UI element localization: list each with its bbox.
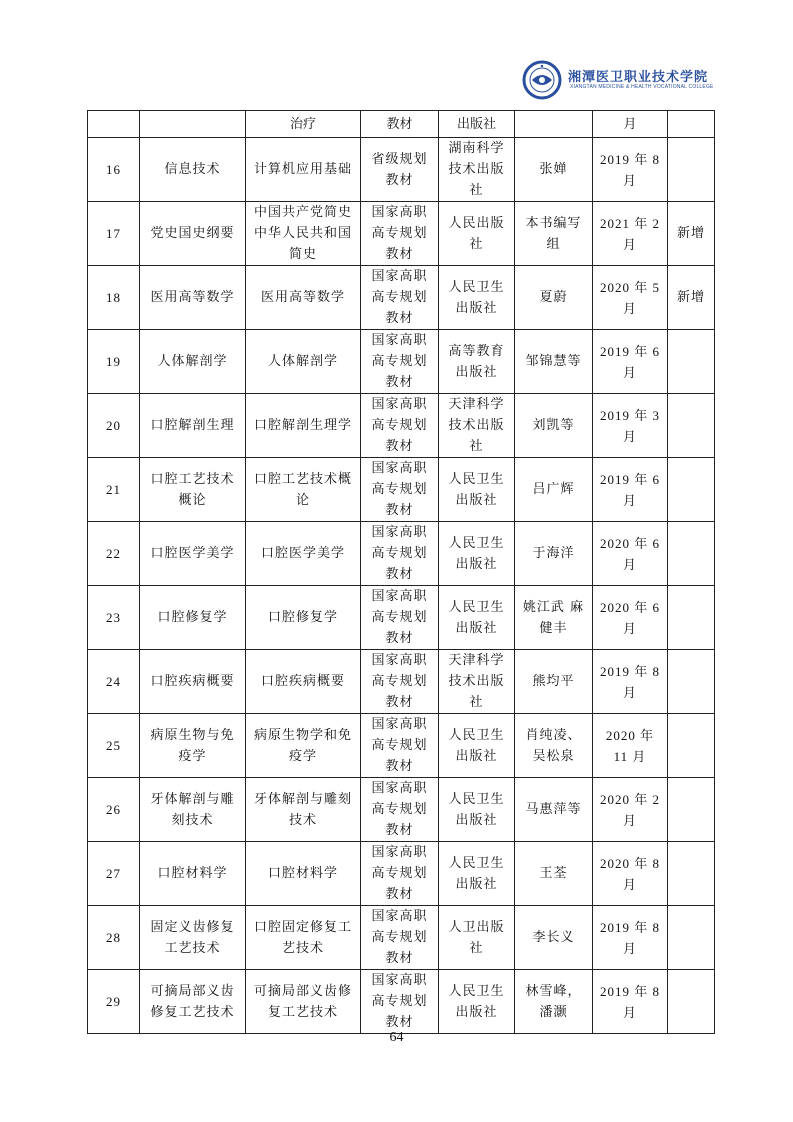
- table-cell-publisher: [439, 138, 515, 202]
- publish-date: 2019 年 8 月: [599, 151, 660, 188]
- course-name: 口腔疾病概要: [150, 674, 235, 689]
- table-cell-row-number: [88, 842, 140, 906]
- table-cell-editor: [515, 458, 593, 522]
- editor: 本书编写组: [525, 215, 582, 252]
- table-row: [88, 650, 715, 714]
- table-cell-textbook-type: [361, 842, 439, 906]
- table-cell-publish-date: [593, 842, 668, 906]
- textbook-name: 医用高等数学: [260, 290, 345, 305]
- table-cell-remark: [668, 842, 715, 906]
- table-row: [88, 842, 715, 906]
- cell-text: 治疗: [289, 116, 316, 132]
- table-row: [88, 778, 715, 842]
- table-cell-row-number: [88, 138, 140, 202]
- table-row: [88, 906, 715, 970]
- publisher: 湖南科学技术出版社: [448, 141, 505, 198]
- table-cell-row-number: [88, 330, 140, 394]
- table-row: [88, 202, 715, 266]
- editor: 于海洋: [532, 546, 575, 561]
- textbook-name: 口腔固定修复工艺技术: [253, 919, 352, 956]
- row-number: 20: [106, 418, 121, 433]
- table-cell-row-number: [88, 266, 140, 330]
- textbook-type: 国家高职高专规划教材: [371, 333, 428, 390]
- table-cell-course-name: [140, 586, 246, 650]
- table-cell-editor: [515, 906, 593, 970]
- row-number: 25: [106, 738, 121, 753]
- publish-date: 2020 年 6 月: [599, 599, 660, 636]
- publisher: 高等教育出版社: [448, 343, 505, 380]
- table-cell-textbook-name: [246, 970, 361, 1034]
- table-cell-textbook-type: [361, 650, 439, 714]
- table-cell: [439, 111, 515, 138]
- textbook-type: 省级规划教材: [371, 151, 428, 188]
- table-cell-editor: [515, 266, 593, 330]
- table-row: [88, 586, 715, 650]
- table-cell-publisher: [439, 906, 515, 970]
- table-cell-course-name: [140, 650, 246, 714]
- publisher: 人卫出版社: [448, 919, 505, 956]
- publish-date: 2019 年 3 月: [599, 407, 660, 444]
- table-cell-editor: [515, 778, 593, 842]
- table-cell-course-name: [140, 202, 246, 266]
- table-cell-course-name: [140, 970, 246, 1034]
- table-cell-editor: [515, 714, 593, 778]
- table-row: [88, 458, 715, 522]
- cell-text: 出版社: [456, 116, 496, 132]
- table-cell-publish-date: [593, 970, 668, 1034]
- table-cell-row-number: [88, 394, 140, 458]
- row-number: 23: [106, 610, 121, 625]
- table-cell-textbook-name: [246, 266, 361, 330]
- textbook-type: 国家高职高专规划教材: [371, 781, 428, 838]
- table-cell-remark: [668, 202, 715, 266]
- table-cell-textbook-type: [361, 778, 439, 842]
- page-number: 64: [389, 1030, 404, 1045]
- editor: 熊均平: [532, 674, 575, 689]
- textbook-type: 国家高职高专规划教材: [371, 397, 428, 454]
- textbook-name: 牙体解剖与雕刻技术: [253, 791, 352, 828]
- table-cell-publisher: [439, 650, 515, 714]
- table-cell-course-name: [140, 394, 246, 458]
- table-cell-publish-date: [593, 522, 668, 586]
- table-cell: [140, 111, 246, 138]
- editor: 邹锦慧等: [525, 354, 582, 369]
- publish-date: 2019 年 6 月: [599, 343, 660, 380]
- table-row: [88, 138, 715, 202]
- row-number: 28: [106, 930, 121, 945]
- textbook-name: 口腔解剖生理学: [253, 418, 352, 433]
- table-cell: [668, 111, 715, 138]
- table-row: [88, 970, 715, 1034]
- table-cell-textbook-type: [361, 970, 439, 1034]
- table-row: [88, 714, 715, 778]
- textbook-name: 可摘局部义齿修复工艺技术: [253, 983, 352, 1020]
- table-cell-remark: [668, 778, 715, 842]
- table-cell-editor: [515, 202, 593, 266]
- table-cell-textbook-name: [246, 586, 361, 650]
- table-cell-textbook-type: [361, 586, 439, 650]
- table-cell-publisher: [439, 778, 515, 842]
- table-cell-editor: [515, 138, 593, 202]
- table-cell-textbook-type: [361, 906, 439, 970]
- college-logo: [522, 60, 712, 108]
- table-cell-publish-date: [593, 266, 668, 330]
- table-cell-row-number: [88, 778, 140, 842]
- table-cell-textbook-type: [361, 266, 439, 330]
- table-cell-remark: [668, 906, 715, 970]
- course-name: 口腔解剖生理: [150, 418, 235, 433]
- course-name: 口腔工艺技术概论: [150, 471, 235, 508]
- editor: 姚江武 麻健丰: [522, 599, 585, 636]
- publish-date: 2020 年 11 月: [605, 727, 655, 764]
- table-cell-course-name: [140, 906, 246, 970]
- table-cell-textbook-name: [246, 202, 361, 266]
- publisher: 人民卫生出版社: [448, 471, 505, 508]
- table-cell-textbook-name: [246, 842, 361, 906]
- table-cell-publish-date: [593, 394, 668, 458]
- course-name: 固定义齿修复工艺技术: [150, 919, 235, 956]
- table-cell-course-name: [140, 842, 246, 906]
- editor: 林雪峰，潘灏: [525, 983, 582, 1020]
- textbook-name: 病原生物学和免疫学: [253, 727, 352, 764]
- course-name: 人体解剖学: [157, 354, 228, 369]
- course-name: 病原生物与免疫学: [150, 727, 235, 764]
- publisher: 人民卫生出版社: [448, 791, 505, 828]
- table-cell-course-name: [140, 778, 246, 842]
- table-cell-publish-date: [593, 330, 668, 394]
- table-cell-publisher: [439, 458, 515, 522]
- table-cell-publish-date: [593, 458, 668, 522]
- table-cell-publisher: [439, 586, 515, 650]
- course-name: 可摘局部义齿修复工艺技术: [150, 983, 235, 1020]
- table-cell: [246, 111, 361, 138]
- table-cell-remark: [668, 650, 715, 714]
- publisher: 人民卫生出版社: [448, 727, 505, 764]
- table-cell-publisher: [439, 266, 515, 330]
- table-cell-publisher: [439, 522, 515, 586]
- table-cell-textbook-name: [246, 458, 361, 522]
- editor: 马惠萍等: [525, 802, 582, 817]
- editor: 张婵: [539, 162, 568, 177]
- table-cell-remark: [668, 586, 715, 650]
- table-cell-textbook-type: [361, 522, 439, 586]
- row-number: 21: [106, 482, 121, 497]
- table-cell-textbook-name: [246, 906, 361, 970]
- editor: 刘凯等: [532, 418, 575, 433]
- table-cell-textbook-type: [361, 714, 439, 778]
- course-name: 口腔医学美学: [150, 546, 235, 561]
- row-number: 18: [106, 290, 121, 305]
- table-cell-row-number: [88, 906, 140, 970]
- table-cell: [88, 111, 140, 138]
- table-cell-publish-date: [593, 202, 668, 266]
- table-cell-course-name: [140, 330, 246, 394]
- table-cell-textbook-name: [246, 650, 361, 714]
- row-number: 22: [106, 546, 121, 561]
- table-cell-row-number: [88, 970, 140, 1034]
- publisher: 人民卫生出版社: [448, 599, 505, 636]
- table-cell-remark: [668, 266, 715, 330]
- publisher: 人民卫生出版社: [448, 279, 505, 316]
- table-cell-course-name: [140, 458, 246, 522]
- editor: 吕广辉: [532, 482, 575, 497]
- college-emblem-icon: [522, 60, 562, 100]
- course-name: 口腔材料学: [157, 866, 228, 881]
- table-cell-course-name: [140, 266, 246, 330]
- table-cell: [515, 111, 593, 138]
- table-cell-publish-date: [593, 778, 668, 842]
- publisher: 人民卫生出版社: [448, 855, 505, 892]
- table-cell-remark: [668, 522, 715, 586]
- table-cell-editor: [515, 330, 593, 394]
- table-cell-row-number: [88, 202, 140, 266]
- publish-date: 2019 年 6 月: [599, 471, 660, 508]
- editor: 王荃: [539, 866, 568, 881]
- row-number: 24: [106, 674, 121, 689]
- table-cell-publisher: [439, 970, 515, 1034]
- table-row: [88, 330, 715, 394]
- publisher: 人民出版社: [448, 215, 505, 252]
- cell-text: 月: [623, 116, 637, 132]
- textbook-name: 口腔疾病概要: [260, 674, 345, 689]
- table-cell-row-number: [88, 458, 140, 522]
- table-cell-textbook-type: [361, 138, 439, 202]
- textbook-type: 国家高职高专规划教材: [371, 717, 428, 774]
- table-cell-course-name: [140, 522, 246, 586]
- textbook-type: 国家高职高专规划教材: [371, 909, 428, 966]
- table-cell-textbook-type: [361, 458, 439, 522]
- table-cell-remark: [668, 458, 715, 522]
- row-number: 19: [106, 354, 121, 369]
- table-cell-publisher: [439, 394, 515, 458]
- course-name: 牙体解剖与雕刻技术: [150, 791, 235, 828]
- row-number: 27: [106, 866, 121, 881]
- course-name: 医用高等数学: [150, 290, 235, 305]
- table-row: [88, 394, 715, 458]
- table-cell-editor: [515, 394, 593, 458]
- row-number: 26: [106, 802, 121, 817]
- textbook-name: 口腔医学美学: [260, 546, 345, 561]
- row-number: 16: [106, 162, 121, 177]
- textbook-type: 国家高职高专规划教材: [371, 205, 428, 262]
- editor: 李长义: [532, 930, 575, 945]
- textbook-name: 口腔工艺技术概论: [253, 471, 352, 508]
- textbook-name: 人体解剖学: [267, 354, 338, 369]
- table-cell-editor: [515, 842, 593, 906]
- table-cell-publisher: [439, 202, 515, 266]
- publish-date: 2021 年 2 月: [599, 215, 660, 252]
- college-name-en: XIANGTAN MEDICINE & HEALTH VOCATIONAL COLLEGE: [570, 84, 714, 90]
- course-name: 口腔修复学: [157, 610, 228, 625]
- table-cell-editor: [515, 522, 593, 586]
- college-name-cn: 湘潭医卫职业技术学院: [568, 70, 709, 85]
- publisher: 天津科学技术出版社: [448, 653, 505, 710]
- publish-date: 2020 年 8 月: [599, 855, 660, 892]
- textbook-type: 国家高职高专规划教材: [371, 589, 428, 646]
- table-cell-publisher: [439, 330, 515, 394]
- table-cell-publish-date: [593, 650, 668, 714]
- publish-date: 2020 年 6 月: [599, 535, 660, 572]
- table-cell-publish-date: [593, 138, 668, 202]
- table-cell-publisher: [439, 714, 515, 778]
- table-cell-publish-date: [593, 714, 668, 778]
- textbook-type: 国家高职高专规划教材: [371, 653, 428, 710]
- table-cell-row-number: [88, 714, 140, 778]
- row-number: 29: [106, 994, 121, 1009]
- textbook-table: [87, 110, 715, 1034]
- editor: 肖纯凌、吴松泉: [525, 727, 582, 764]
- table-cell-publisher: [439, 842, 515, 906]
- table-cell-course-name: [140, 138, 246, 202]
- table-cell-row-number: [88, 522, 140, 586]
- publish-date: 2019 年 8 月: [599, 983, 660, 1020]
- table-cell-textbook-name: [246, 714, 361, 778]
- table-cell-remark: [668, 970, 715, 1034]
- table-cell-editor: [515, 650, 593, 714]
- publisher: 天津科学技术出版社: [448, 397, 505, 454]
- table-cell-publish-date: [593, 906, 668, 970]
- table-row-partial: [88, 111, 715, 138]
- table-cell: [361, 111, 439, 138]
- table-cell-textbook-type: [361, 202, 439, 266]
- editor: 夏蔚: [539, 290, 568, 305]
- remark: 新增: [676, 290, 705, 305]
- publisher: 人民卫生出版社: [448, 535, 505, 572]
- table-row: [88, 522, 715, 586]
- remark: 新增: [676, 226, 705, 241]
- publish-date: 2020 年 2 月: [599, 791, 660, 828]
- textbook-name: 口腔修复学: [267, 610, 338, 625]
- table-cell-remark: [668, 330, 715, 394]
- table-row: [88, 266, 715, 330]
- row-number: 17: [106, 226, 121, 241]
- textbook-type: 国家高职高专规划教材: [371, 461, 428, 518]
- table-cell-remark: [668, 714, 715, 778]
- table-cell-remark: [668, 394, 715, 458]
- textbook-type: 国家高职高专规划教材: [371, 973, 428, 1030]
- course-name: 信息技术: [164, 162, 221, 177]
- table-cell-editor: [515, 970, 593, 1034]
- table-cell-textbook-type: [361, 394, 439, 458]
- table-cell-textbook-name: [246, 778, 361, 842]
- table-cell-textbook-type: [361, 330, 439, 394]
- table-cell-textbook-name: [246, 138, 361, 202]
- table-cell-publish-date: [593, 586, 668, 650]
- publish-date: 2019 年 8 月: [599, 663, 660, 700]
- table-cell-row-number: [88, 650, 140, 714]
- textbook-type: 国家高职高专规划教材: [371, 845, 428, 902]
- table-cell: [593, 111, 668, 138]
- publish-date: 2020 年 5 月: [599, 279, 660, 316]
- course-name: 党史国史纲要: [150, 226, 235, 241]
- textbook-type: 国家高职高专规划教材: [371, 269, 428, 326]
- textbook-name: 中国共产党简史 中华人民共和国简史: [253, 205, 352, 262]
- table-cell-editor: [515, 586, 593, 650]
- table-cell-textbook-name: [246, 394, 361, 458]
- textbook-name: 口腔材料学: [267, 866, 338, 881]
- table-cell-course-name: [140, 714, 246, 778]
- textbook-type: 国家高职高专规划教材: [371, 525, 428, 582]
- textbook-name: 计算机应用基础: [253, 162, 352, 177]
- cell-text: 教材: [386, 116, 413, 132]
- table-cell-textbook-name: [246, 330, 361, 394]
- publish-date: 2019 年 8 月: [599, 919, 660, 956]
- table-cell-textbook-name: [246, 522, 361, 586]
- publisher: 人民卫生出版社: [448, 983, 505, 1020]
- table-cell-remark: [668, 138, 715, 202]
- table-cell-row-number: [88, 586, 140, 650]
